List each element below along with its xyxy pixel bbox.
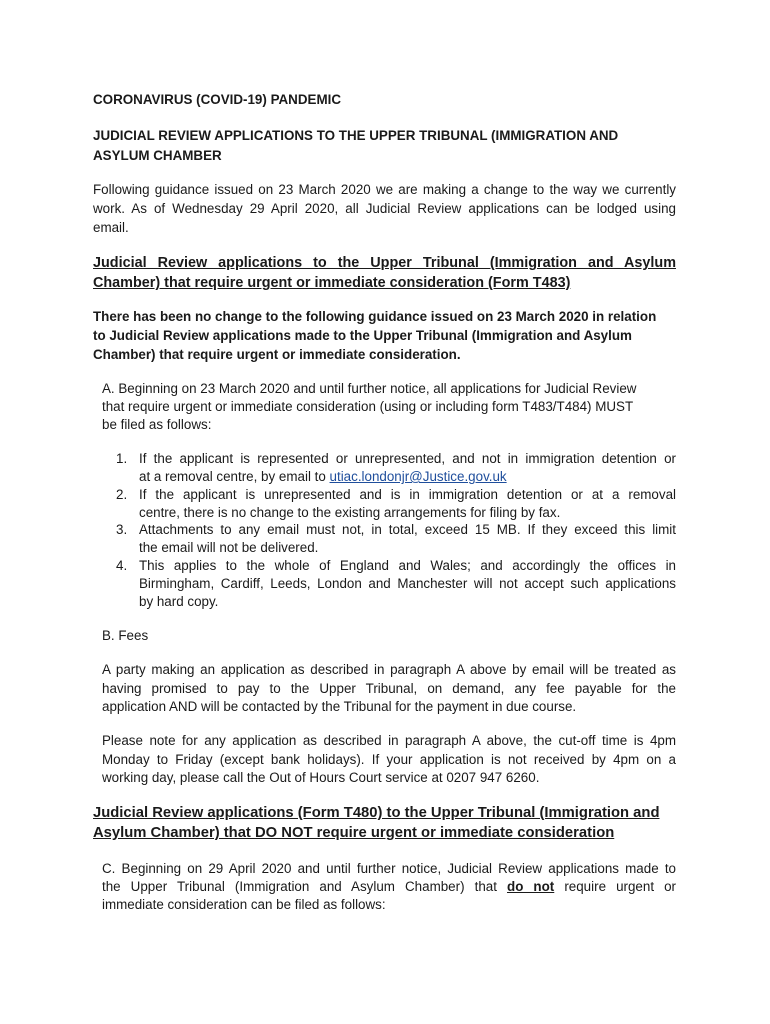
paragraph-line: Following guidance issued on 23 March 2020 we are making a change to the way we currently — [93, 182, 676, 197]
paragraph-line: immediate consideration can be filed as follows: — [102, 897, 386, 912]
email-link[interactable]: utiac.londonjr@Justice.gov.uk — [329, 469, 507, 484]
paragraph-line: A. Beginning on 23 March 2020 and until further notice, all applications for Judicial Review — [102, 381, 637, 396]
paragraph-text: the Upper Tribunal (Immigration and Asylum Chamber) that — [102, 879, 508, 894]
paragraph-line: Please note for any application as described in paragraph A above, the cut-off time is 4pm — [102, 733, 676, 748]
list-line: Attachments to any email must not, in total, exceed 15 MB. If they exceed this limit — [139, 522, 676, 537]
title-covid: CORONAVIRUS (COVID-19) PANDEMIC — [93, 92, 341, 107]
paragraph-line: Monday to Friday (except bank holidays). If your application is not received by 4pm on a — [102, 752, 676, 767]
list-line-text: at a removal centre, by email to — [139, 469, 330, 484]
list-line: by hard copy. — [139, 594, 219, 609]
paragraph-b-label: B. Fees — [102, 628, 149, 643]
paragraph-line: to Judicial Review applications made to the Upper Tribunal (Immigration and Asylum — [93, 328, 632, 343]
list-line: Birmingham, Cardiff, Leeds, London and Manchester will not accept such applications — [139, 576, 676, 591]
list-line: If the applicant is unrepresented and is in immigration detention or at a removal — [139, 487, 676, 502]
heading-line: Judicial Review applications (Form T480) to the Upper Tribunal (Immigration and — [93, 805, 660, 821]
paragraph-line: working day, please call the Out of Hours Court service at 0207 947 6260. — [102, 770, 540, 785]
list-number: 3. — [116, 522, 128, 537]
paragraph-line — [102, 878, 676, 896]
paragraph-line: be filed as follows: — [102, 417, 212, 432]
paragraph-line: There has been no change to the following guidance issued on 23 March 2020 in relation — [93, 309, 657, 324]
emphasis-do-not: do not — [507, 879, 555, 894]
title-line: ASYLUM CHAMBER — [93, 148, 222, 163]
list-line: the email will not be delivered. — [139, 540, 319, 555]
list-number: 4. — [116, 558, 128, 573]
heading-line: Chamber) that require urgent or immediate consideration (Form T483) — [93, 275, 571, 291]
title-line: JUDICIAL REVIEW APPLICATIONS TO THE UPPER TRIBUNAL (IMMIGRATION AND — [93, 128, 619, 143]
list-number: 1. — [116, 451, 128, 466]
paragraph-line: that require urgent or immediate consideration (using or including form T483/T484) MUST — [102, 399, 634, 414]
list-line: centre, there is no change to the existing arrangements for filing by fax. — [139, 505, 561, 520]
paragraph-line: A party making an application as described in paragraph A above by email will be treated as — [102, 662, 676, 677]
paragraph-text: require urgent or — [554, 879, 677, 894]
list-line — [139, 468, 507, 486]
paragraph-line: application AND will be contacted by the Tribunal for the payment in due course. — [102, 699, 577, 714]
heading-line: Asylum Chamber) that DO NOT require urgent or immediate consideration — [93, 825, 615, 841]
list-line: If the applicant is represented or unrepresented, and not in immigration detention or — [139, 451, 676, 466]
paragraph-line: email. — [93, 220, 129, 235]
list-line: This applies to the whole of England and Wales; and accordingly the offices in — [139, 558, 676, 573]
paragraph-line: Chamber) that require urgent or immediate consideration. — [93, 347, 461, 362]
paragraph-line: having promised to pay to the Upper Tribunal, on demand, any fee payable for the — [102, 681, 676, 696]
paragraph-line: C. Beginning on 29 April 2020 and until further notice, Judicial Review applications made to — [102, 861, 676, 876]
heading-line: Judicial Review applications to the Upper Tribunal (Immigration and Asylum — [93, 255, 676, 271]
list-number: 2. — [116, 487, 128, 502]
paragraph-line: work. As of Wednesday 29 April 2020, all Judicial Review applications can be lodged using — [93, 201, 676, 216]
